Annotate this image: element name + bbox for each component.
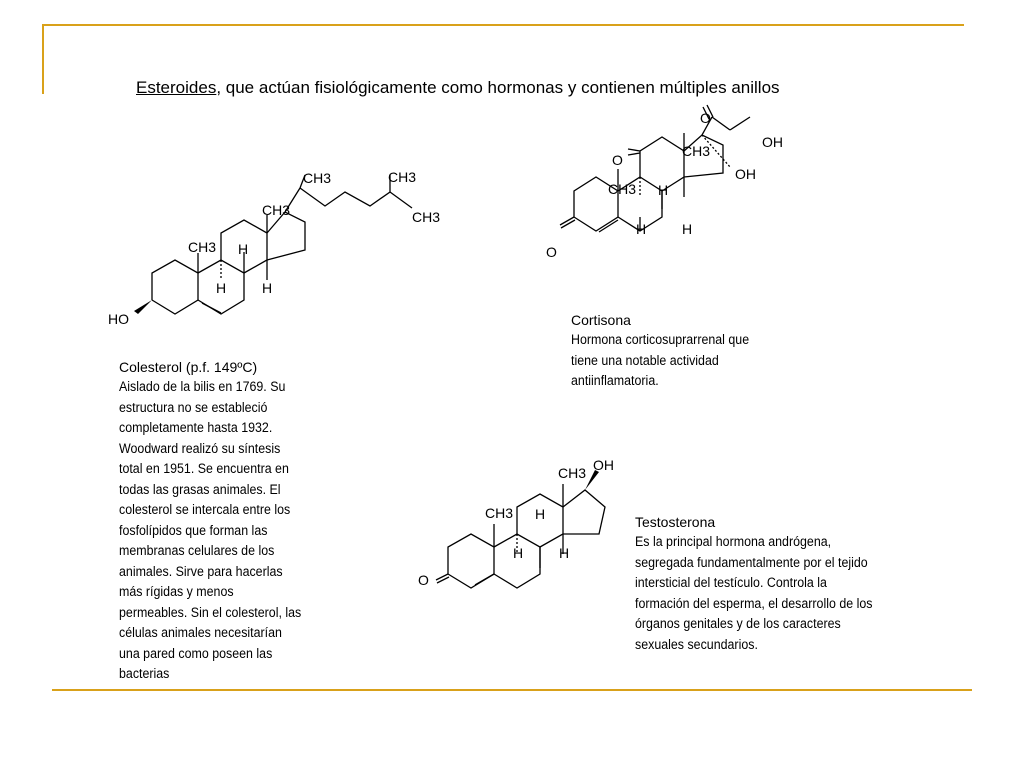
testosterone-ch3-19: CH3 xyxy=(485,505,514,521)
testosterone-caption xyxy=(635,512,900,655)
cortisone-oh-17: OH xyxy=(735,166,756,182)
slide-title xyxy=(136,78,780,98)
cortisone-h-8: H xyxy=(658,182,669,198)
cholesterol-h-9: H xyxy=(216,280,227,296)
testosterone-ch3-18: CH3 xyxy=(558,465,587,481)
frame-left-rule xyxy=(42,24,44,94)
cholesterol-name: Colesterol (p.f. 149ºC) xyxy=(119,359,258,375)
testosterone-o-3: O xyxy=(418,572,429,588)
cortisone-h-14: H xyxy=(682,221,693,237)
cortisone-o-20: O xyxy=(700,110,711,126)
testosterone-wedge-oh xyxy=(585,470,599,490)
cortisone-bonds xyxy=(560,105,750,232)
testosterone-h-8: H xyxy=(535,506,546,522)
cortisone-description: Hormona corticosuprarrenal que tiene una notable actividad antiinflamatoria. xyxy=(571,332,750,388)
cortisone-ch3-18: CH3 xyxy=(682,143,711,159)
testosterone-h-14: H xyxy=(559,545,570,561)
cortisone-ch3-19: CH3 xyxy=(608,181,637,197)
testosterone-oh-17: OH xyxy=(593,457,614,473)
frame-top-rule xyxy=(42,24,964,26)
cholesterol-structure xyxy=(100,150,460,335)
cortisone-oh-21: OH xyxy=(762,134,783,150)
cholesterol-ch3-19: CH3 xyxy=(188,239,217,255)
cholesterol-description: Aislado de la bilis en 1769. Su estructura no se estableció completamente hasta 1932. Woodward realizó su síntesis total en 1951. Se encuentra en todas las grasas animales. El colesterol se intercala entre los fosfolípidos que forman las membranas celulares de los animales. Sirve para hacerlas más rígidas y menos permeables. Sin el colesterol, las células animales necesitarían una pared como poseen las bacterias xyxy=(119,379,302,681)
cholesterol-h-14: H xyxy=(262,280,273,296)
title-text: , que actúan fisiológicamente como hormonas y contienen múltiples anillos xyxy=(216,78,780,97)
cortisone-h-9: H xyxy=(636,221,647,237)
cholesterol-caption xyxy=(119,357,319,685)
cortisone-structure xyxy=(540,105,800,270)
cortisone-caption xyxy=(571,310,786,392)
cholesterol-ch3-21: CH3 xyxy=(303,170,332,186)
cortisone-o-3: O xyxy=(546,244,557,260)
cholesterol-ho-label: HO xyxy=(108,311,129,327)
cholesterol-ch3-27: CH3 xyxy=(412,209,441,225)
testosterone-h-9: H xyxy=(513,545,524,561)
cholesterol-ch3-26: CH3 xyxy=(388,169,417,185)
testosterone-structure xyxy=(415,452,625,592)
cholesterol-h-8: H xyxy=(238,241,249,257)
testosterone-description: Es la principal hormona andrógena, segregada fundamentalmente por el tejido intersticial del testículo. Controla la formación del esperma, el desarrollo de los órganos genitales y de los caracteres sexuales secundarios. xyxy=(635,534,873,652)
testosterone-name: Testosterona xyxy=(635,514,716,530)
frame-bottom-rule xyxy=(52,689,972,691)
testosterone-bonds xyxy=(436,484,605,588)
cortisone-name: Cortisona xyxy=(571,312,631,328)
cholesterol-wedge-oh xyxy=(134,300,152,314)
cholesterol-ch3-18: CH3 xyxy=(262,202,291,218)
title-link[interactable]: Esteroides xyxy=(136,78,217,97)
cortisone-o-11: O xyxy=(612,152,623,168)
